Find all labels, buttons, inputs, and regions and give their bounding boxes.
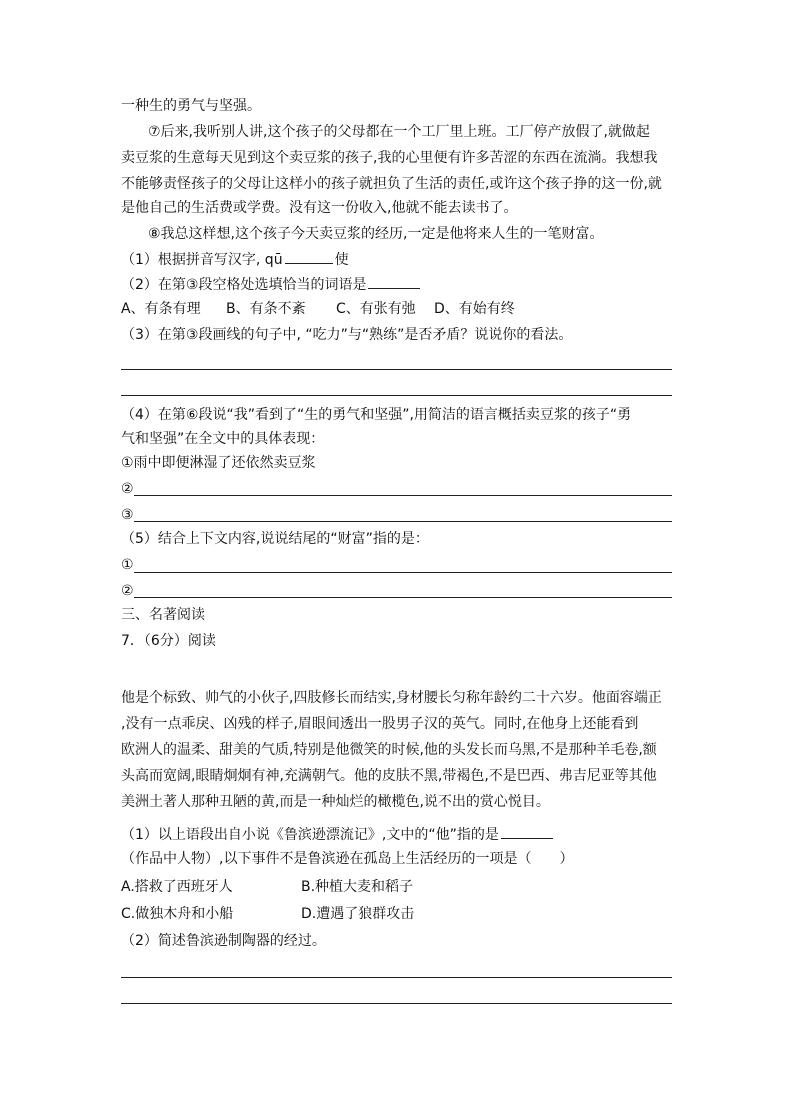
question-7-title: 7．（6分）阅读 (121, 633, 216, 649)
question-7-1-line: （作品中人物）,以下事件不是鲁滨逊在孤岛上生活经历的一项是（ ） (121, 851, 574, 867)
item-number: ② (121, 583, 134, 599)
answer-line[interactable] (121, 1003, 672, 1004)
paragraph-7-line: 是他自己的生活费或学费。没有这一份收入,他就不能去读书了。 (121, 200, 518, 216)
answer-line[interactable] (121, 369, 672, 370)
question-7-2-stem: （2）简述鲁滨逊制陶器的经过。 (121, 933, 326, 949)
question-5-stem: （5）结合上下文内容,说说结尾的“财富”指的是： (121, 531, 429, 547)
question-7-1-stem: （1）以上语段出自小说《鲁滨逊漂流记》,文中的“他”指的是 (121, 827, 499, 843)
question-4-stem-line: （4）在第⑥段说“我”看到了“生的勇气和坚强”,用简洁的语言概括卖豆浆的孩子“勇 (121, 407, 632, 423)
paragraph-7-line: 不能够责怪孩子的父母让这样小的孩子就担负了生活的责任,或许这个孩子挣的这一份,就 (121, 176, 662, 192)
reading-line: 他是个标致、帅气的小伙子,四肢修长而结实,身材腰长匀称年龄约二十六岁。他面容端正 (121, 690, 662, 706)
question-1-prefix: （1）根据拼音写汉字, qū (121, 252, 283, 268)
section-heading: 三、名著阅读 (121, 607, 205, 623)
item-number: ② (121, 481, 134, 497)
option-d[interactable]: D、有始有终 (434, 301, 515, 317)
option-b[interactable]: B.种植大麦和稻子 (301, 879, 414, 895)
answer-line[interactable] (134, 572, 672, 573)
option-a[interactable]: A、有条有理 (121, 301, 201, 317)
answer-line[interactable] (134, 521, 672, 522)
option-c[interactable]: C.做独木舟和小船 (121, 906, 234, 922)
reading-line: 欧洲人的温柔、甜美的气质,特别是他微笑的时候,他的头发长而乌黑,不是那种羊毛卷,额 (121, 742, 657, 758)
question-7-1-options-row (121, 877, 413, 897)
passage-line: 一种生的勇气与坚强。 (121, 98, 261, 114)
option-a[interactable]: A.搭救了西班牙人 (121, 879, 233, 895)
question-7-1-options-row (121, 904, 414, 924)
item-number: ① (121, 557, 134, 573)
question-2 (121, 274, 422, 295)
answer-line[interactable] (121, 977, 672, 978)
paragraph-7-line: ⑦后来,我听别人讲,这个孩子的父母都在一个工厂里上班。工厂停产放假了,就做起 (148, 124, 650, 140)
answer-blank[interactable] (368, 274, 420, 289)
answer-blank[interactable] (501, 824, 553, 839)
reading-line: ,没有一点乖戾、凶残的样子,眉眼间透出一股男子汉的英气。同时,在他身上还能看到 (121, 716, 639, 732)
answer-blank[interactable] (285, 249, 333, 264)
answer-line[interactable] (134, 597, 672, 598)
option-b[interactable]: B、有条不紊 (226, 301, 306, 317)
question-4-stem-line: 气和坚强”在全文中的具体表现： (121, 431, 325, 447)
question-2-options (121, 299, 515, 319)
answer-line[interactable] (134, 495, 672, 496)
paragraph-8: ⑧我总这样想,这个孩子今天卖豆浆的经历,一定是他将来人生的一笔财富。 (148, 226, 604, 242)
item-number: ③ (121, 507, 134, 523)
question-7-1 (121, 824, 555, 845)
question-2-stem: （2）在第③段空格处选填恰当的词语是 (121, 277, 367, 293)
reading-line: 头高而宽阔,眼睛炯炯有神,充满朝气。他的皮肤不黑,带褐色,不是巴西、弗吉尼亚等其他 (121, 768, 657, 784)
option-d[interactable]: D.遭遇了狼群攻击 (301, 906, 415, 922)
answer-line[interactable] (121, 395, 672, 396)
question-1-suffix: 使 (334, 252, 349, 268)
question-1 (121, 249, 349, 270)
option-c[interactable]: C、有张有弛 (336, 301, 416, 317)
paragraph-7-line: 卖豆浆的生意每天见到这个卖豆浆的孩子,我的心里便有许多苦涩的东西在流淌。我想我 (121, 150, 658, 166)
reading-line: 美洲土著人那种丑陋的黄,而是一种灿烂的橄榄色,说不出的赏心悦目。 (121, 794, 550, 810)
question-3-stem: （3）在第③段画线的句子中, “吃力”与“熟练”是否矛盾？说说你的看法。 (121, 327, 573, 343)
question-4-item: ①雨中即便淋湿了还依然卖豆浆 (121, 455, 316, 471)
